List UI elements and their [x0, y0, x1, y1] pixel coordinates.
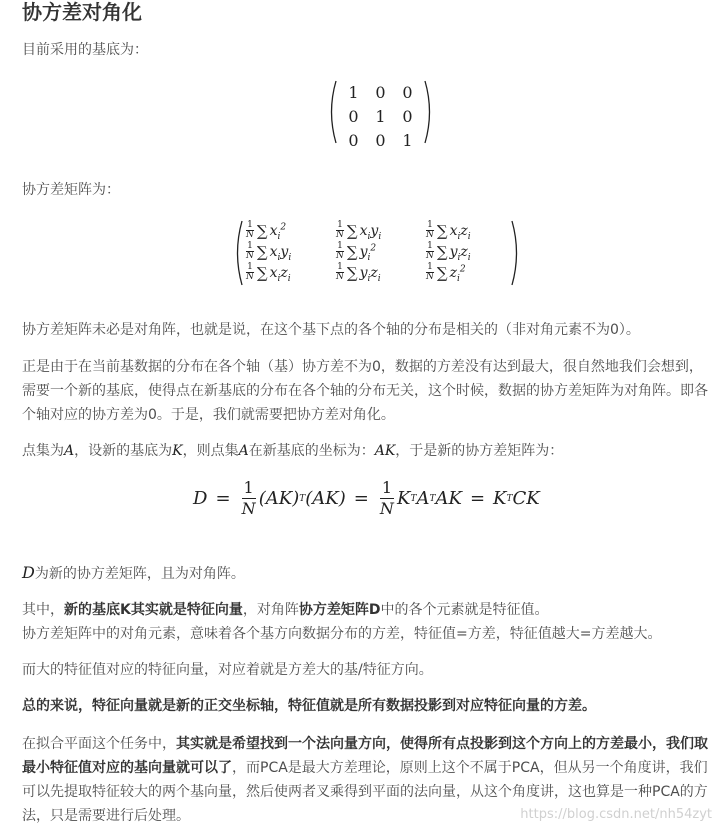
right-paren-icon: [510, 220, 522, 286]
cov-term: $z_i^2$: [449, 263, 466, 284]
paragraph-6: 而大的特征值对应的特征向量，对应着就是方差大的基/特征方向。: [22, 662, 433, 678]
basis-matrix-cell: 0: [402, 82, 413, 102]
paragraph-2: 正是由于在当前基数据的分布在各个轴（基）协方差不为0，数据的方差没有达到最大，很自然地我们会想到，需要一个新的基底，使得点在新基底的分布在各个轴的分布无关，这个时候，数据的协方差矩阵为对角阵。即各个轴对应的协方差为0。于是，我们就需要把协方差对角化。: [22, 359, 708, 423]
basis-matrix-cell: 0: [402, 106, 413, 126]
cov-term: $x_iz_i$: [449, 222, 471, 242]
sum-sign: ∑: [256, 242, 268, 261]
cov-term: $x_iy_i$: [269, 243, 292, 263]
watermark: https://blog.csdn.net/nh54zyt: [520, 807, 712, 822]
sum-sign: ∑: [346, 242, 358, 261]
paragraph-5: 其中，新的基底K其实就是特征向量，对角阵协方差矩阵D中的各个元素就是特征值。 协方差矩阵中的对角元素，意味着各个基方向数据分布的方差，特征值=方差，特征值越大=方差越大。: [22, 602, 662, 642]
fraction: $\frac{1}{N}$: [426, 220, 434, 240]
basis-matrix-cell: 1: [402, 130, 413, 150]
paragraph-3: 点集为A，设新的基底为K，则点集A在新基底的坐标为：AK，于是新的协方差矩阵为：: [22, 443, 564, 459]
sum-sign: ∑: [436, 221, 448, 240]
paragraph-7: 总的来说，特征向量就是新的正交坐标轴，特征值就是所有数据投影到对应特征向量的方差。: [22, 698, 596, 714]
sum-sign: ∑: [256, 221, 268, 240]
cov-matrix-cell: [246, 262, 336, 283]
cov-matrix-cell: [426, 241, 508, 262]
basis-matrix: [326, 80, 435, 150]
left-paren-icon: [232, 220, 244, 286]
fraction: $\frac{1}{N}$: [426, 262, 434, 282]
basis-matrix-cell: 0: [348, 106, 359, 126]
right-paren-icon: [423, 80, 435, 144]
cov-matrix-cell: [246, 220, 336, 241]
intro-text: 目前采用的基底为：: [22, 42, 148, 58]
cov-label: 协方差矩阵为：: [22, 182, 120, 198]
fraction: $\frac{1}{N}$: [336, 220, 344, 240]
cov-matrix-cell: [336, 241, 426, 262]
section-title: 协方差对角化: [22, 0, 142, 24]
fraction: $\frac{1}{N}$: [246, 241, 254, 261]
fraction: $\frac{1}{N}$: [246, 220, 254, 240]
sum-sign: ∑: [436, 242, 448, 261]
cov-matrix-cell: [426, 220, 508, 241]
fraction: $\frac{1}{N}$: [426, 241, 434, 261]
cov-matrix-cell: [246, 241, 336, 262]
left-paren-icon: [326, 80, 338, 144]
basis-matrix-cell: 0: [348, 130, 359, 150]
basis-matrix-cell: 0: [375, 82, 386, 102]
cov-matrix-cell: [336, 262, 426, 283]
sum-sign: ∑: [346, 263, 358, 282]
cov-term: $x_i^2$: [269, 221, 287, 242]
covariance-matrix: [232, 220, 522, 286]
paragraph-4: D为新的协方差矩阵，且为对角阵。: [22, 563, 245, 582]
cov-matrix-cell: [426, 262, 508, 283]
fraction: $\frac{1}{N}$: [336, 241, 344, 261]
cov-term: $y_i^2$: [359, 242, 377, 263]
cov-term: $y_iz_i$: [449, 243, 471, 263]
cov-term: $x_iy_i$: [359, 222, 382, 242]
basis-matrix-cell: 0: [375, 130, 386, 150]
covariance-transform-formula: D = $\frac{1}{N}$ (AK) T (AK) = $\frac{1}{N}$ K T A T AK = K T CK: [193, 478, 540, 518]
sum-sign: ∑: [436, 263, 448, 282]
basis-matrix-cell: 1: [375, 106, 386, 126]
cov-term: $y_iz_i$: [359, 264, 381, 284]
fraction: $\frac{1}{N}$: [336, 262, 344, 282]
fraction: $\frac{1}{N}$: [246, 262, 254, 282]
sum-sign: ∑: [256, 263, 268, 282]
cov-matrix-cell: [336, 220, 426, 241]
cov-term: $x_iz_i$: [269, 264, 291, 284]
sum-sign: ∑: [346, 221, 358, 240]
paragraph-8: 在拟合平面这个任务中，其实就是希望找到一个法向量方向，使得所有点投影到这个方向上的方差最小，我们取最小特征值对应的基向量就可以了，而PCA是最大方差理论，原则上这个不属于PCA，但从另一个角度讲，我们可以先提取特征较大的两个基向量，然后使两者叉乘得到平面的法向量，从这个角度讲，这也算是一种PCA的方法，只是需要进行后处理。: [22, 736, 708, 824]
basis-matrix-cell: 1: [348, 82, 359, 102]
paragraph-1: 协方差矩阵未必是对角阵，也就是说，在这个基下点的各个轴的分布是相关的（非对角元素不为0）。: [22, 322, 640, 338]
